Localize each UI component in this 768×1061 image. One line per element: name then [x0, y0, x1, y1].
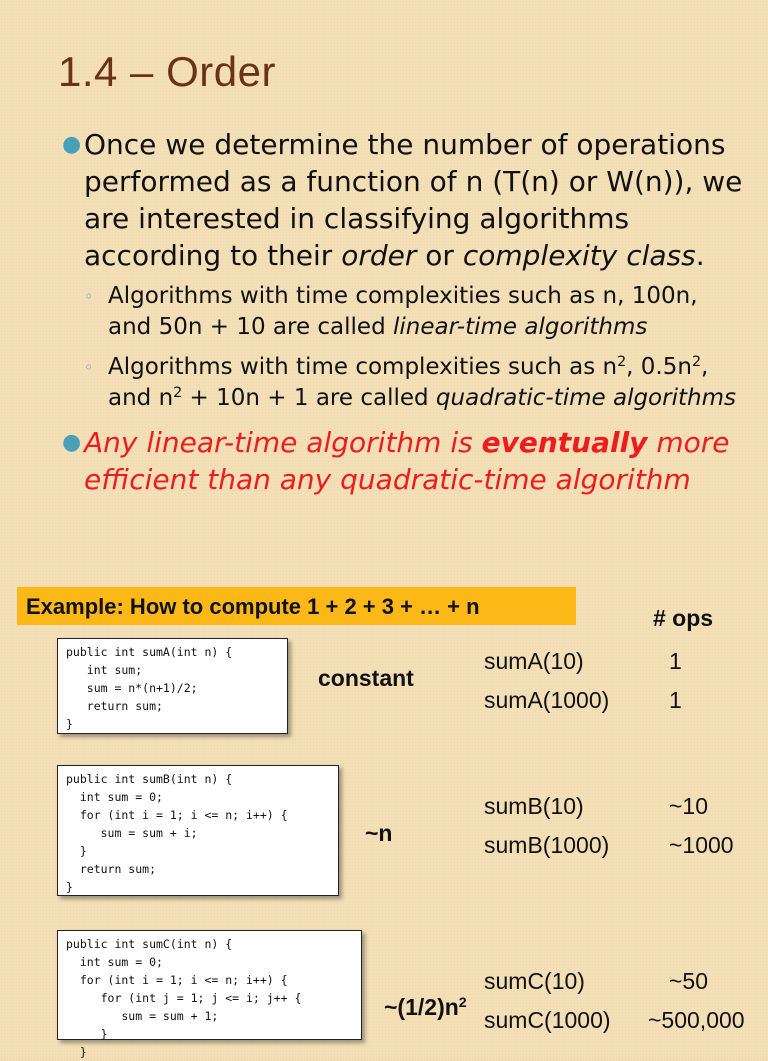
emphasis-complexity-class: complexity class: [462, 239, 696, 272]
bullet-icon: ●: [62, 132, 82, 157]
call-sumA-1000: sumA(1000): [484, 687, 610, 713]
code-box-sumB: [57, 765, 339, 896]
bullet-icon: ●: [62, 430, 82, 455]
call-sumC-1000: sumC(1000): [484, 1007, 611, 1033]
bullet-eventually: ● Any linear-time algorithm is eventually more efficient than any quadratic-time algorithm: [62, 426, 730, 496]
ops-sumA-10: 1: [669, 648, 682, 674]
ops-sumC-10: ~50: [669, 968, 709, 994]
emphasis-linear-time: linear-time algorithms: [392, 314, 648, 340]
class-quadratic: $\sim(1/2)n^2$: [384, 994, 467, 1020]
ops-sumA-1000: 1: [669, 687, 682, 713]
emphasis-quadratic-time: quadratic-time algorithms: [435, 385, 736, 411]
class-constant: constant: [318, 665, 414, 691]
sub-bullet-linear: ◦ Algorithms with time complexities such as n, 100n, and 50n + 10 are called linear-time algorithms: [84, 283, 698, 340]
sub-bullet-icon: ◦: [84, 358, 94, 377]
slide-title: 1.4 – Order: [58, 48, 276, 95]
code-sumA: public int sumA(int n) { int sum; sum = n*(n+1)/2; return sum; }: [66, 645, 233, 731]
bullet-text: Once we determine the number of operations performed as a function of n (T(n) or W(n)), we are interested in classifying algorithms according to their: [84, 128, 743, 272]
ops-sumB-1000: ~1000: [669, 832, 734, 858]
ops-sumB-10: ~10: [669, 793, 709, 819]
call-sumB-10: sumB(10): [484, 793, 584, 819]
emphasis-eventually: eventually: [481, 426, 648, 459]
call-sumA-10: sumA(10): [484, 648, 584, 674]
code-box-sumA: [57, 638, 288, 734]
example-heading: Example: How to compute 1 + 2 + 3 + … + n: [17, 587, 576, 625]
emphasis-order: order: [341, 239, 417, 272]
sub-bullet-quadratic: ◦ Algorithms with time complexities such as $n^2$, $0.5n^2$, and $n^2 + 10n + 1$ are called quadratic-time algorithms: [84, 354, 736, 411]
class-linear: ~n: [365, 820, 393, 846]
ops-sumC-1000: ~500,000: [648, 1007, 745, 1033]
call-sumB-1000: sumB(1000): [484, 832, 610, 858]
call-sumC-10: sumC(10): [484, 968, 585, 994]
code-sumB: public int sumB(int n) { int sum = 0; for (int i = 1; i <= n; i++) { sum = sum + i; } return sum; }: [66, 772, 288, 894]
ops-column-header: # ops: [653, 605, 714, 631]
sub-bullet-icon: ◦: [84, 287, 94, 306]
bullet-order: ● Once we determine the number of operations performed as a function of n (T(n) or W(n)), we are interested in classifying algorithms according to their order or complexity class.: [62, 128, 743, 272]
code-sumC: public int sumC(int n) { int sum = 0; for (int i = 1; i <= n; i++) { for (int j = 1; j <= i; j++ { sum = sum + 1; } }: [66, 937, 302, 1059]
